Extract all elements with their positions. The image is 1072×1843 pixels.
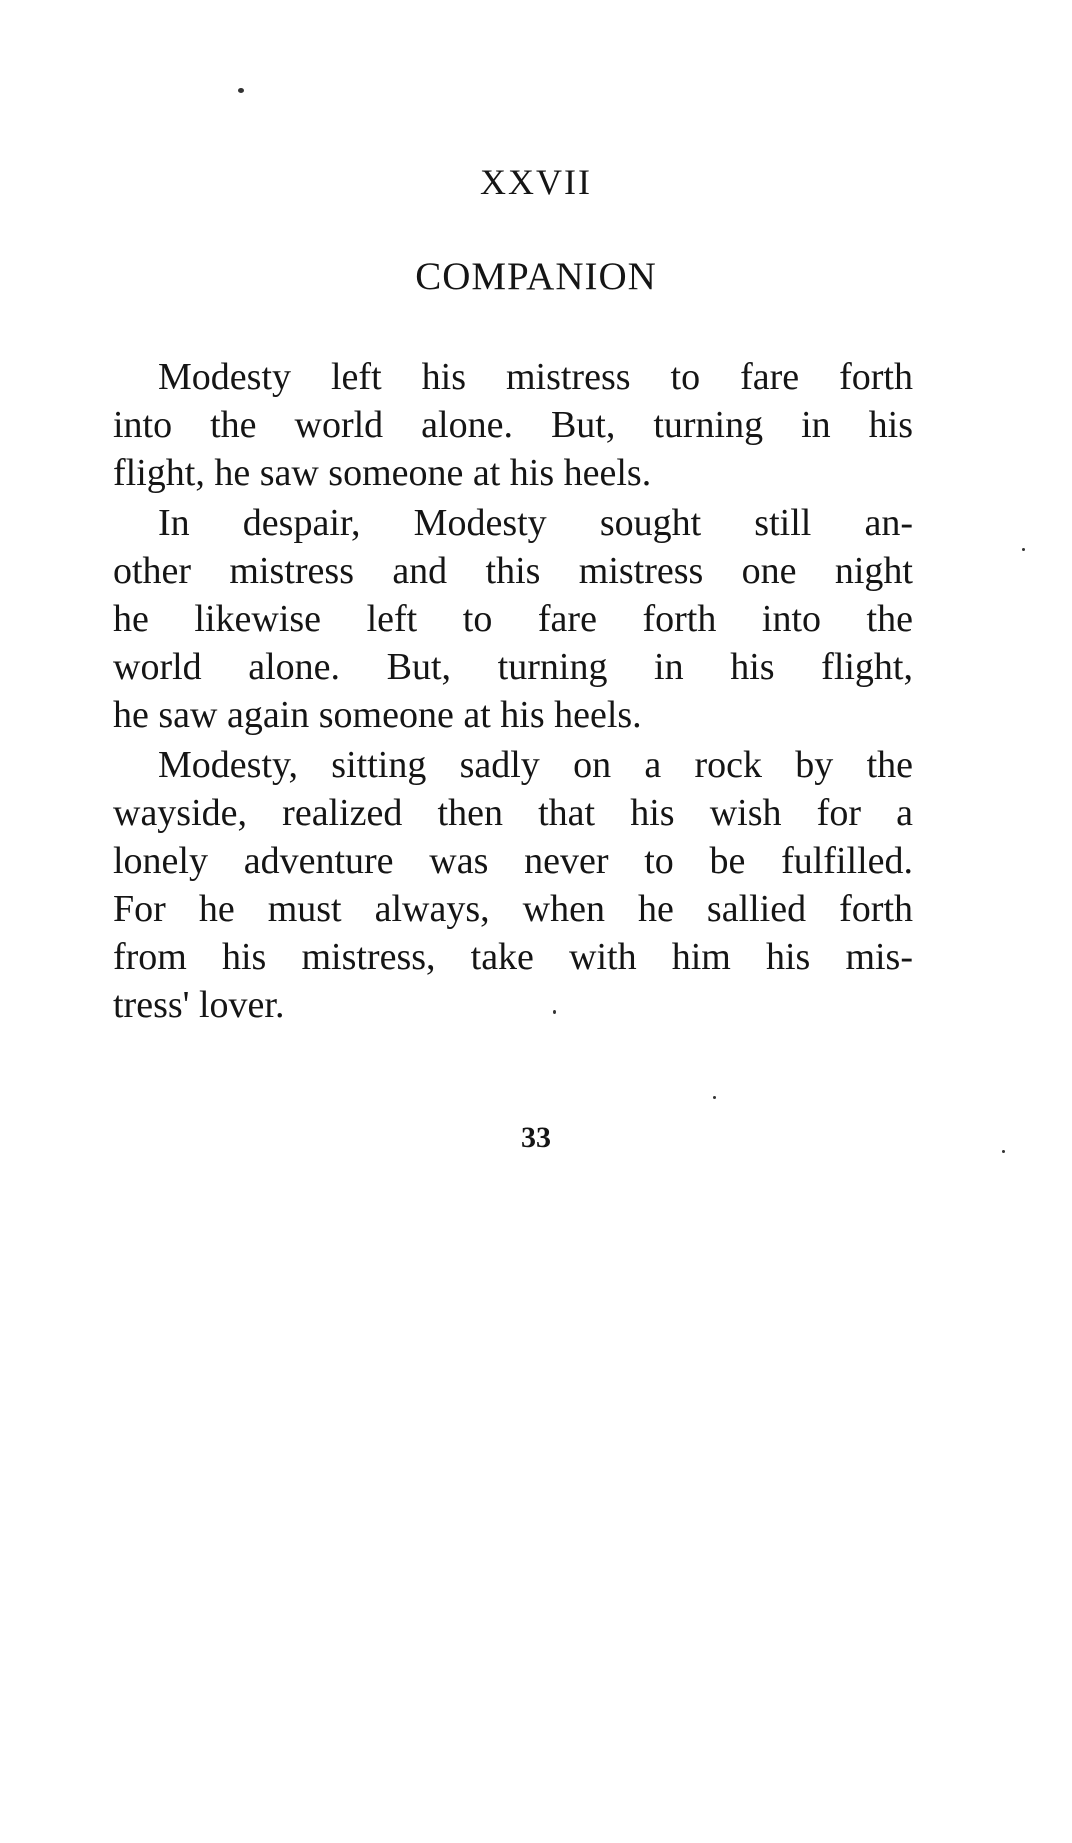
text-line: Modesty, sitting sadly on a rock by the (158, 744, 913, 786)
scan-speck (713, 1096, 716, 1099)
paragraph-2 (113, 499, 913, 739)
text-line: world alone. But, turning in his flight, (113, 646, 913, 688)
text-line: into the world alone. But, turning in his (113, 404, 913, 446)
scan-speck (1022, 548, 1025, 551)
chapter-number: XXVII (480, 162, 592, 202)
paragraph-1 (113, 353, 913, 497)
text-line: other mistress and this mistress one night (113, 550, 913, 592)
text-line: from his mistress, take with him his mis- (113, 936, 913, 978)
body-text (113, 353, 913, 1029)
chapter-title: COMPANION (415, 255, 657, 298)
text-line: he likewise left to fare forth into the (113, 598, 913, 640)
scan-speck (238, 88, 244, 93)
text-line: tress' lover. (113, 984, 285, 1026)
page-number: 33 (521, 1121, 551, 1154)
text-line: In despair, Modesty sought still an- (158, 502, 913, 544)
paragraph-3 (113, 741, 913, 1029)
text-line: wayside, realized then that his wish for a (113, 792, 913, 834)
text-line: he saw again someone at his heels. (113, 694, 642, 736)
text-line: flight, he saw someone at his heels. (113, 452, 652, 494)
text-line: Modesty left his mistress to fare forth (158, 356, 913, 398)
text-line: lonely adventure was never to be fulfilled. (113, 840, 913, 882)
text-line: For he must always, when he sallied forth (113, 888, 913, 930)
